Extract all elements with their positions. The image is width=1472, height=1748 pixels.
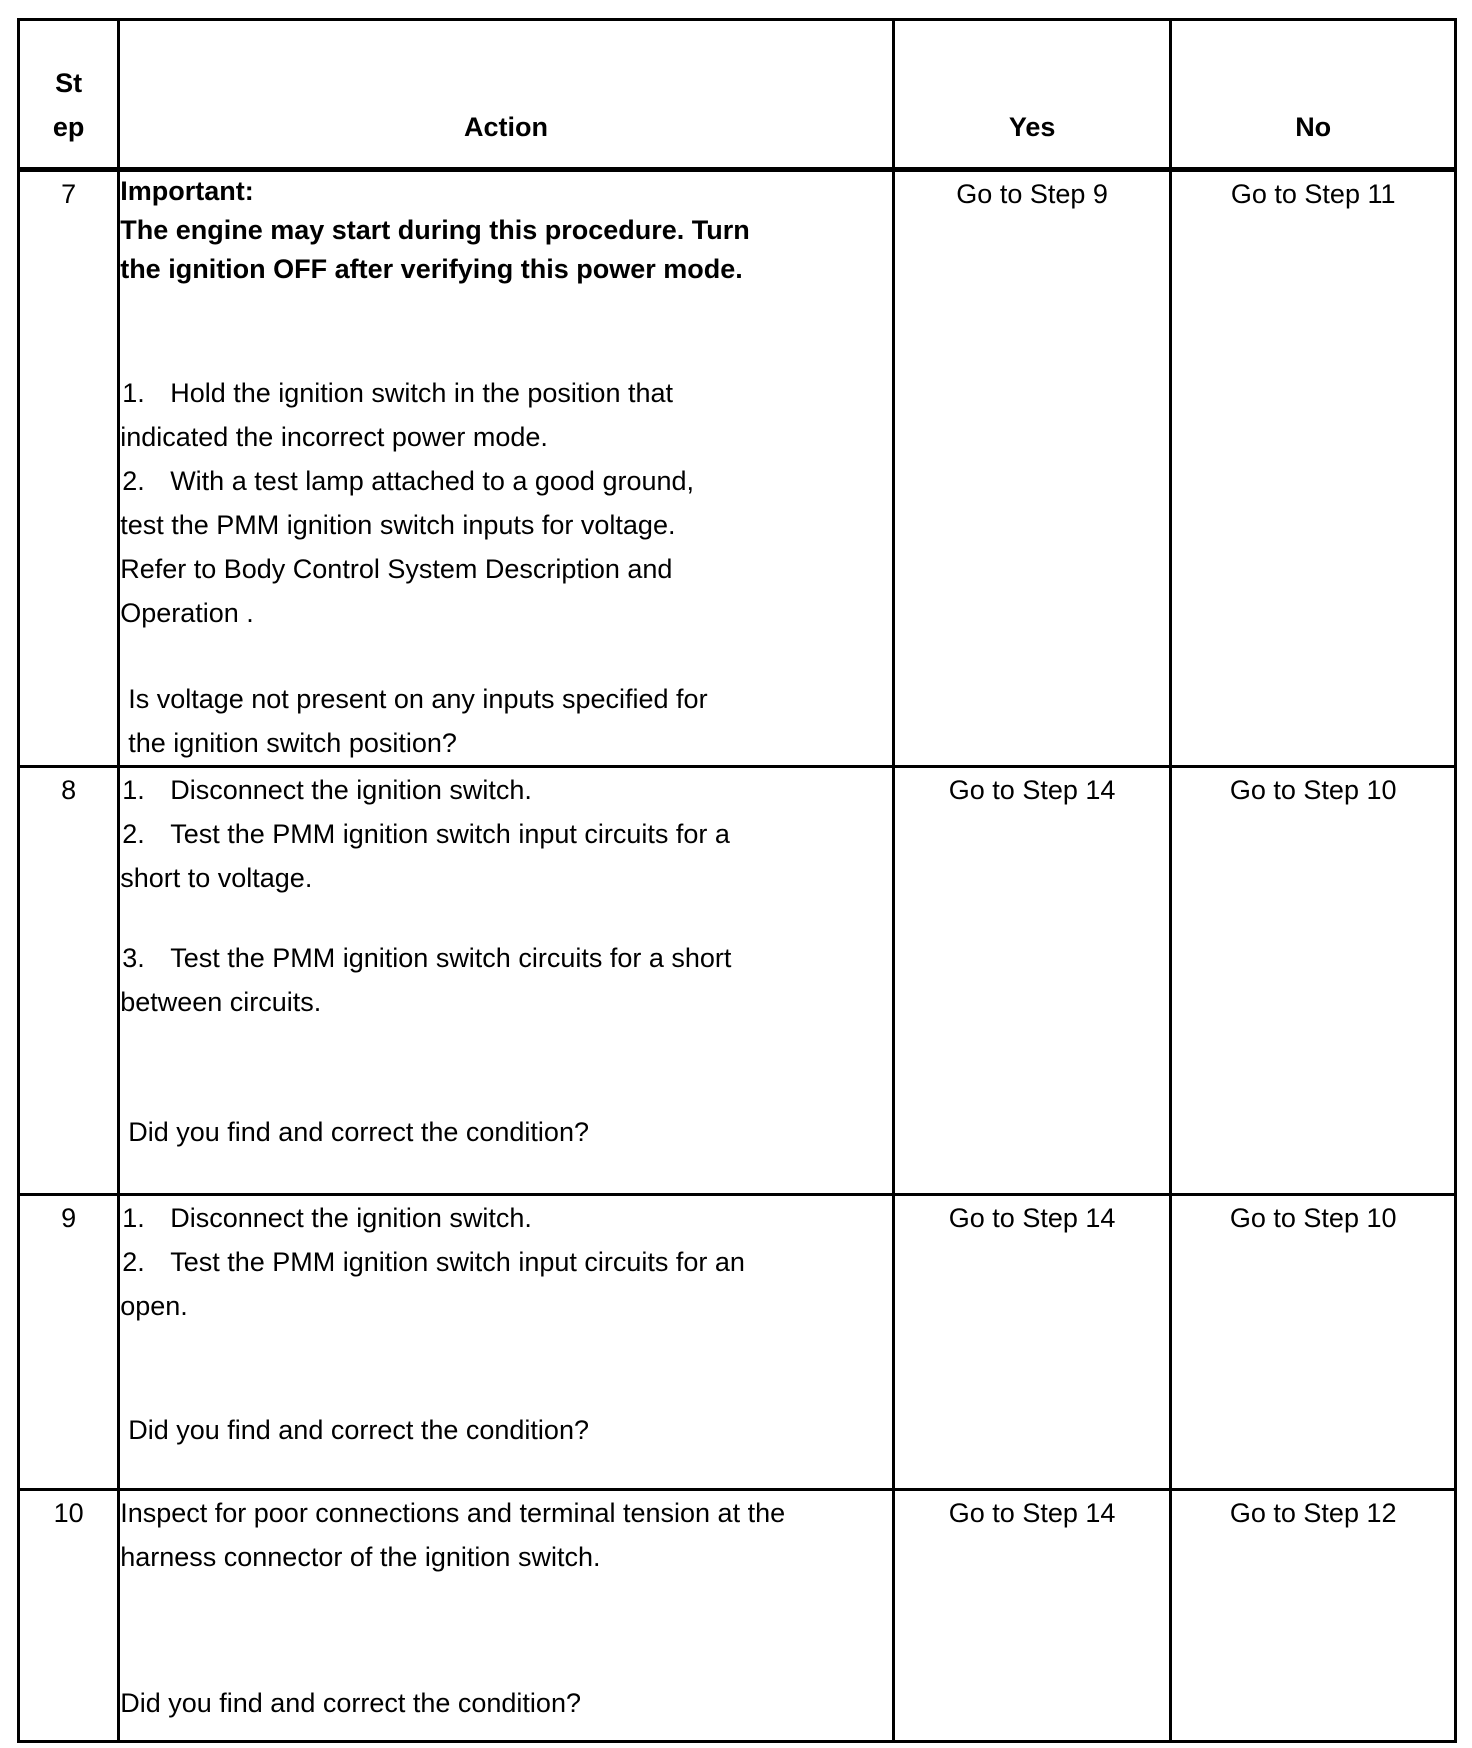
important-text: The engine may start during this procedure. Turn the ignition OFF after verifying this power mode. bbox=[120, 215, 750, 284]
item-text: Hold the ignition switch in the position that indicated the incorrect power mode. bbox=[120, 378, 673, 452]
diagnostic-table bbox=[17, 18, 1457, 1743]
question-text: Did you find and correct the condition? bbox=[120, 1688, 581, 1718]
step-number: 9 bbox=[19, 1195, 119, 1490]
table-row bbox=[19, 1195, 1456, 1490]
header-row bbox=[19, 20, 1456, 170]
list-item bbox=[120, 459, 710, 635]
step-number: 8 bbox=[19, 767, 119, 1195]
action-cell bbox=[119, 1490, 894, 1742]
list-item bbox=[120, 1196, 892, 1240]
item-text: Test the PMM ignition switch input circuits for an open. bbox=[120, 1247, 745, 1321]
no-result: Go to Step 11 bbox=[1171, 170, 1456, 767]
no-result: Go to Step 10 bbox=[1171, 1195, 1456, 1490]
item-text: Disconnect the ignition switch. bbox=[170, 775, 532, 805]
no-column-header: No bbox=[1171, 20, 1456, 170]
yes-result: Go to Step 9 bbox=[893, 170, 1171, 767]
action-text: Inspect for poor connections and terminal tension at the harness connector of the ignition switch. bbox=[120, 1498, 786, 1572]
item-text: Test the PMM ignition switch circuits for a short between circuits. bbox=[120, 943, 732, 1017]
no-result: Go to Step 10 bbox=[1171, 767, 1456, 1195]
item-number: 1. bbox=[122, 1203, 145, 1233]
list-item bbox=[120, 936, 740, 1024]
yes-result: Go to Step 14 bbox=[893, 1490, 1171, 1742]
step-number: 7 bbox=[19, 170, 119, 767]
item-text: Test the PMM ignition switch input circuits for a short to voltage. bbox=[120, 819, 730, 893]
step-number: 10 bbox=[19, 1490, 119, 1742]
yes-result: Go to Step 14 bbox=[893, 1195, 1171, 1490]
action-cell bbox=[119, 170, 894, 767]
yes-result: Go to Step 14 bbox=[893, 767, 1171, 1195]
item-text: With a test lamp attached to a good ground, test the PMM ignition switch inputs for voltage. Refer to Body Control System Description and Operation . bbox=[120, 466, 695, 628]
step-column-header bbox=[19, 20, 119, 170]
no-result: Go to Step 12 bbox=[1171, 1490, 1456, 1742]
table-row bbox=[19, 1490, 1456, 1742]
table-row bbox=[19, 170, 1456, 767]
item-number: 2. bbox=[122, 1247, 145, 1277]
item-number: 3. bbox=[122, 943, 145, 973]
list-item bbox=[120, 1240, 750, 1328]
action-column-header: Action bbox=[119, 20, 894, 170]
item-number: 1. bbox=[122, 378, 145, 408]
action-cell bbox=[119, 1195, 894, 1490]
yes-column-header: Yes bbox=[893, 20, 1171, 170]
list-item bbox=[120, 812, 740, 900]
important-label: Important: bbox=[120, 176, 254, 206]
step-header-line1: St bbox=[55, 68, 83, 98]
item-number: 2. bbox=[122, 819, 145, 849]
item-number: 1. bbox=[122, 775, 145, 805]
item-text: Disconnect the ignition switch. bbox=[170, 1203, 532, 1233]
question-text: Is voltage not present on any inputs specified for the ignition switch position? bbox=[128, 684, 708, 758]
question-text: Did you find and correct the condition? bbox=[128, 1415, 589, 1445]
table-row bbox=[19, 767, 1456, 1195]
list-item bbox=[120, 371, 720, 459]
item-number: 2. bbox=[122, 466, 145, 496]
step-header-line2: ep bbox=[52, 112, 85, 142]
list-item bbox=[120, 768, 892, 812]
question-text: Did you find and correct the condition? bbox=[128, 1117, 589, 1147]
action-cell bbox=[119, 767, 894, 1195]
